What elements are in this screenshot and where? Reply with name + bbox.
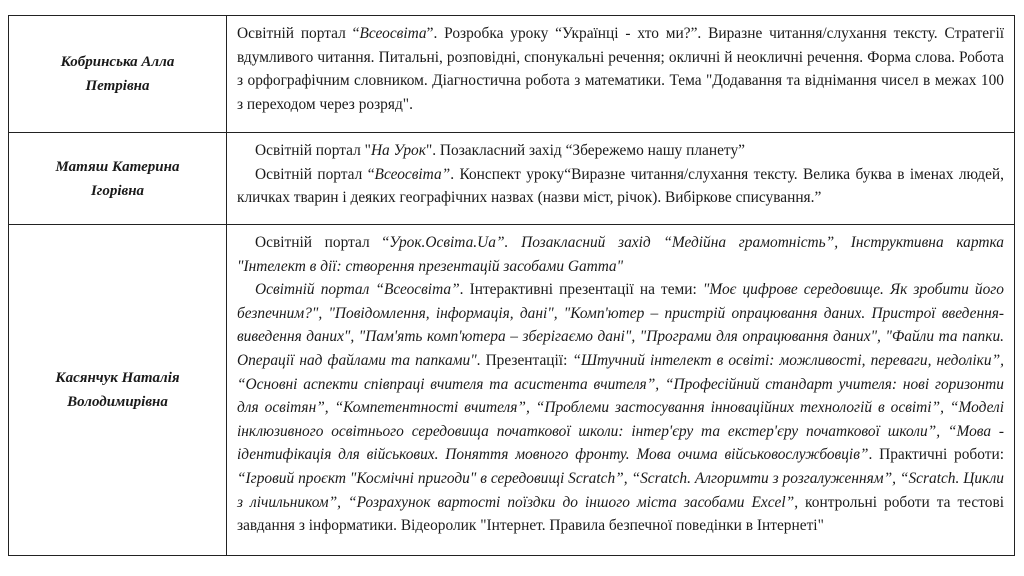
activities-paragraph (237, 139, 1004, 163)
text-segment: Освітній портал “ (255, 234, 390, 251)
text-segment-italic: “Ігровий проєкт "Космічні пригоди" в середовищі Scratch”, “Scratch. Алгоримти з розгалуженням”, “Scratch. Цикли з лічильником”, “Розрахунок вартості поїздки до іншого міста засобами Excel” (237, 469, 1004, 511)
activities-cell (227, 16, 1014, 132)
text-segment: Освітній портал “ (255, 165, 375, 183)
text-segment-italic: "Моє цифрове середовище. Як зробити його безпечним?", "Повідомлення, інформація, дані", "Комп'ютер – пристрій опрацювання даних. Пристрої введення-виведення даних", "Пам'ять комп'ютера – зберігаємо дані", "Програми для опрацювання даних", "Файли та папки. Операції над файлами та папками" (237, 281, 1005, 369)
activities-paragraph (237, 231, 1004, 278)
text-segment: . Конспект уроку“Виразне читання/слухання тексту. Велика буква в іменах людей, кличках тварин і деяких географічних назвах (назви міст, річок). Вибіркове списування.” (237, 165, 1004, 207)
text-segment: . Практичні роботи: (868, 446, 1004, 464)
table-row (9, 16, 1014, 133)
text-segment-italic: Урок.Освіта.Ua”. Позакласний захід “Медійна грамотність”, Інструктивна картка "Інтелект в дії: створення презентацій засобами Gamma" (237, 234, 1004, 275)
text-segment-italic: На Урок (370, 142, 426, 159)
activities-paragraph (237, 278, 1004, 538)
text-segment-italic: Освітній портал “Всеосвіта” (255, 281, 460, 299)
text-segment: , контрольні роботи та тестові завдання з інформатики. Відеоролик "Інтернет. Правила безпечної поведінки в Інтернеті" (237, 493, 1004, 535)
teacher-name: Матяш Катерина Ігорівна (9, 133, 227, 224)
teacher-name: Касянчук Наталія Володимирівна (9, 225, 227, 555)
text-segment: . Інтерактивні презентації на теми: (459, 281, 703, 299)
activities-paragraph (237, 163, 1004, 210)
text-segment: Освітній портал " (255, 142, 371, 159)
text-segment-italic: “Штучний інтелект в освіті: можливості, переваги, недоліки”, “Основні аспекти співпраці вчителя та асистента вчителя”, “Професійний стандарт учителя: нові горизонти для освітян”, “Компетентності вчителя”, “Проблеми застосування інноваційних технологій в освіті”, “Моделі інклюзивного освітнього середовища початкової школи: інтер'єру та екстер'єру початкової школи”, “Мова - ідентифікація для військових. Поняття мовного фронту. Мова очима військовослужбовців” (237, 351, 1004, 464)
table-row (9, 133, 1014, 225)
activities-cell (227, 133, 1014, 224)
text-segment-italic: Всеосвіта (359, 25, 427, 42)
teacher-name: Кобринська Алла Петрівна (9, 16, 227, 132)
text-segment-italic: Всеосвіта” (374, 165, 451, 183)
table-row (9, 225, 1014, 555)
text-segment: ". Позакласний захід “Збережемо нашу планету” (425, 142, 745, 159)
text-segment: . Презентації: (476, 351, 573, 369)
text-segment: ”. Розробка уроку “Українці - хто ми?”. Виразне читання/слухання тексту. Стратегії вдумливого читання. Питальні, розповідні, спонукальні речення; окличні й неокличні речення. Форма слова. Робота з орфографічним словником. Діагностична робота з математики. Тема "Додавання та віднімання чисел в межах 100 з переходом через розряд". (237, 25, 1004, 113)
text-segment: Освітній портал “ (237, 25, 360, 42)
activities-table (8, 15, 1015, 556)
activities-cell (227, 225, 1014, 555)
activities-paragraph (237, 22, 1004, 116)
